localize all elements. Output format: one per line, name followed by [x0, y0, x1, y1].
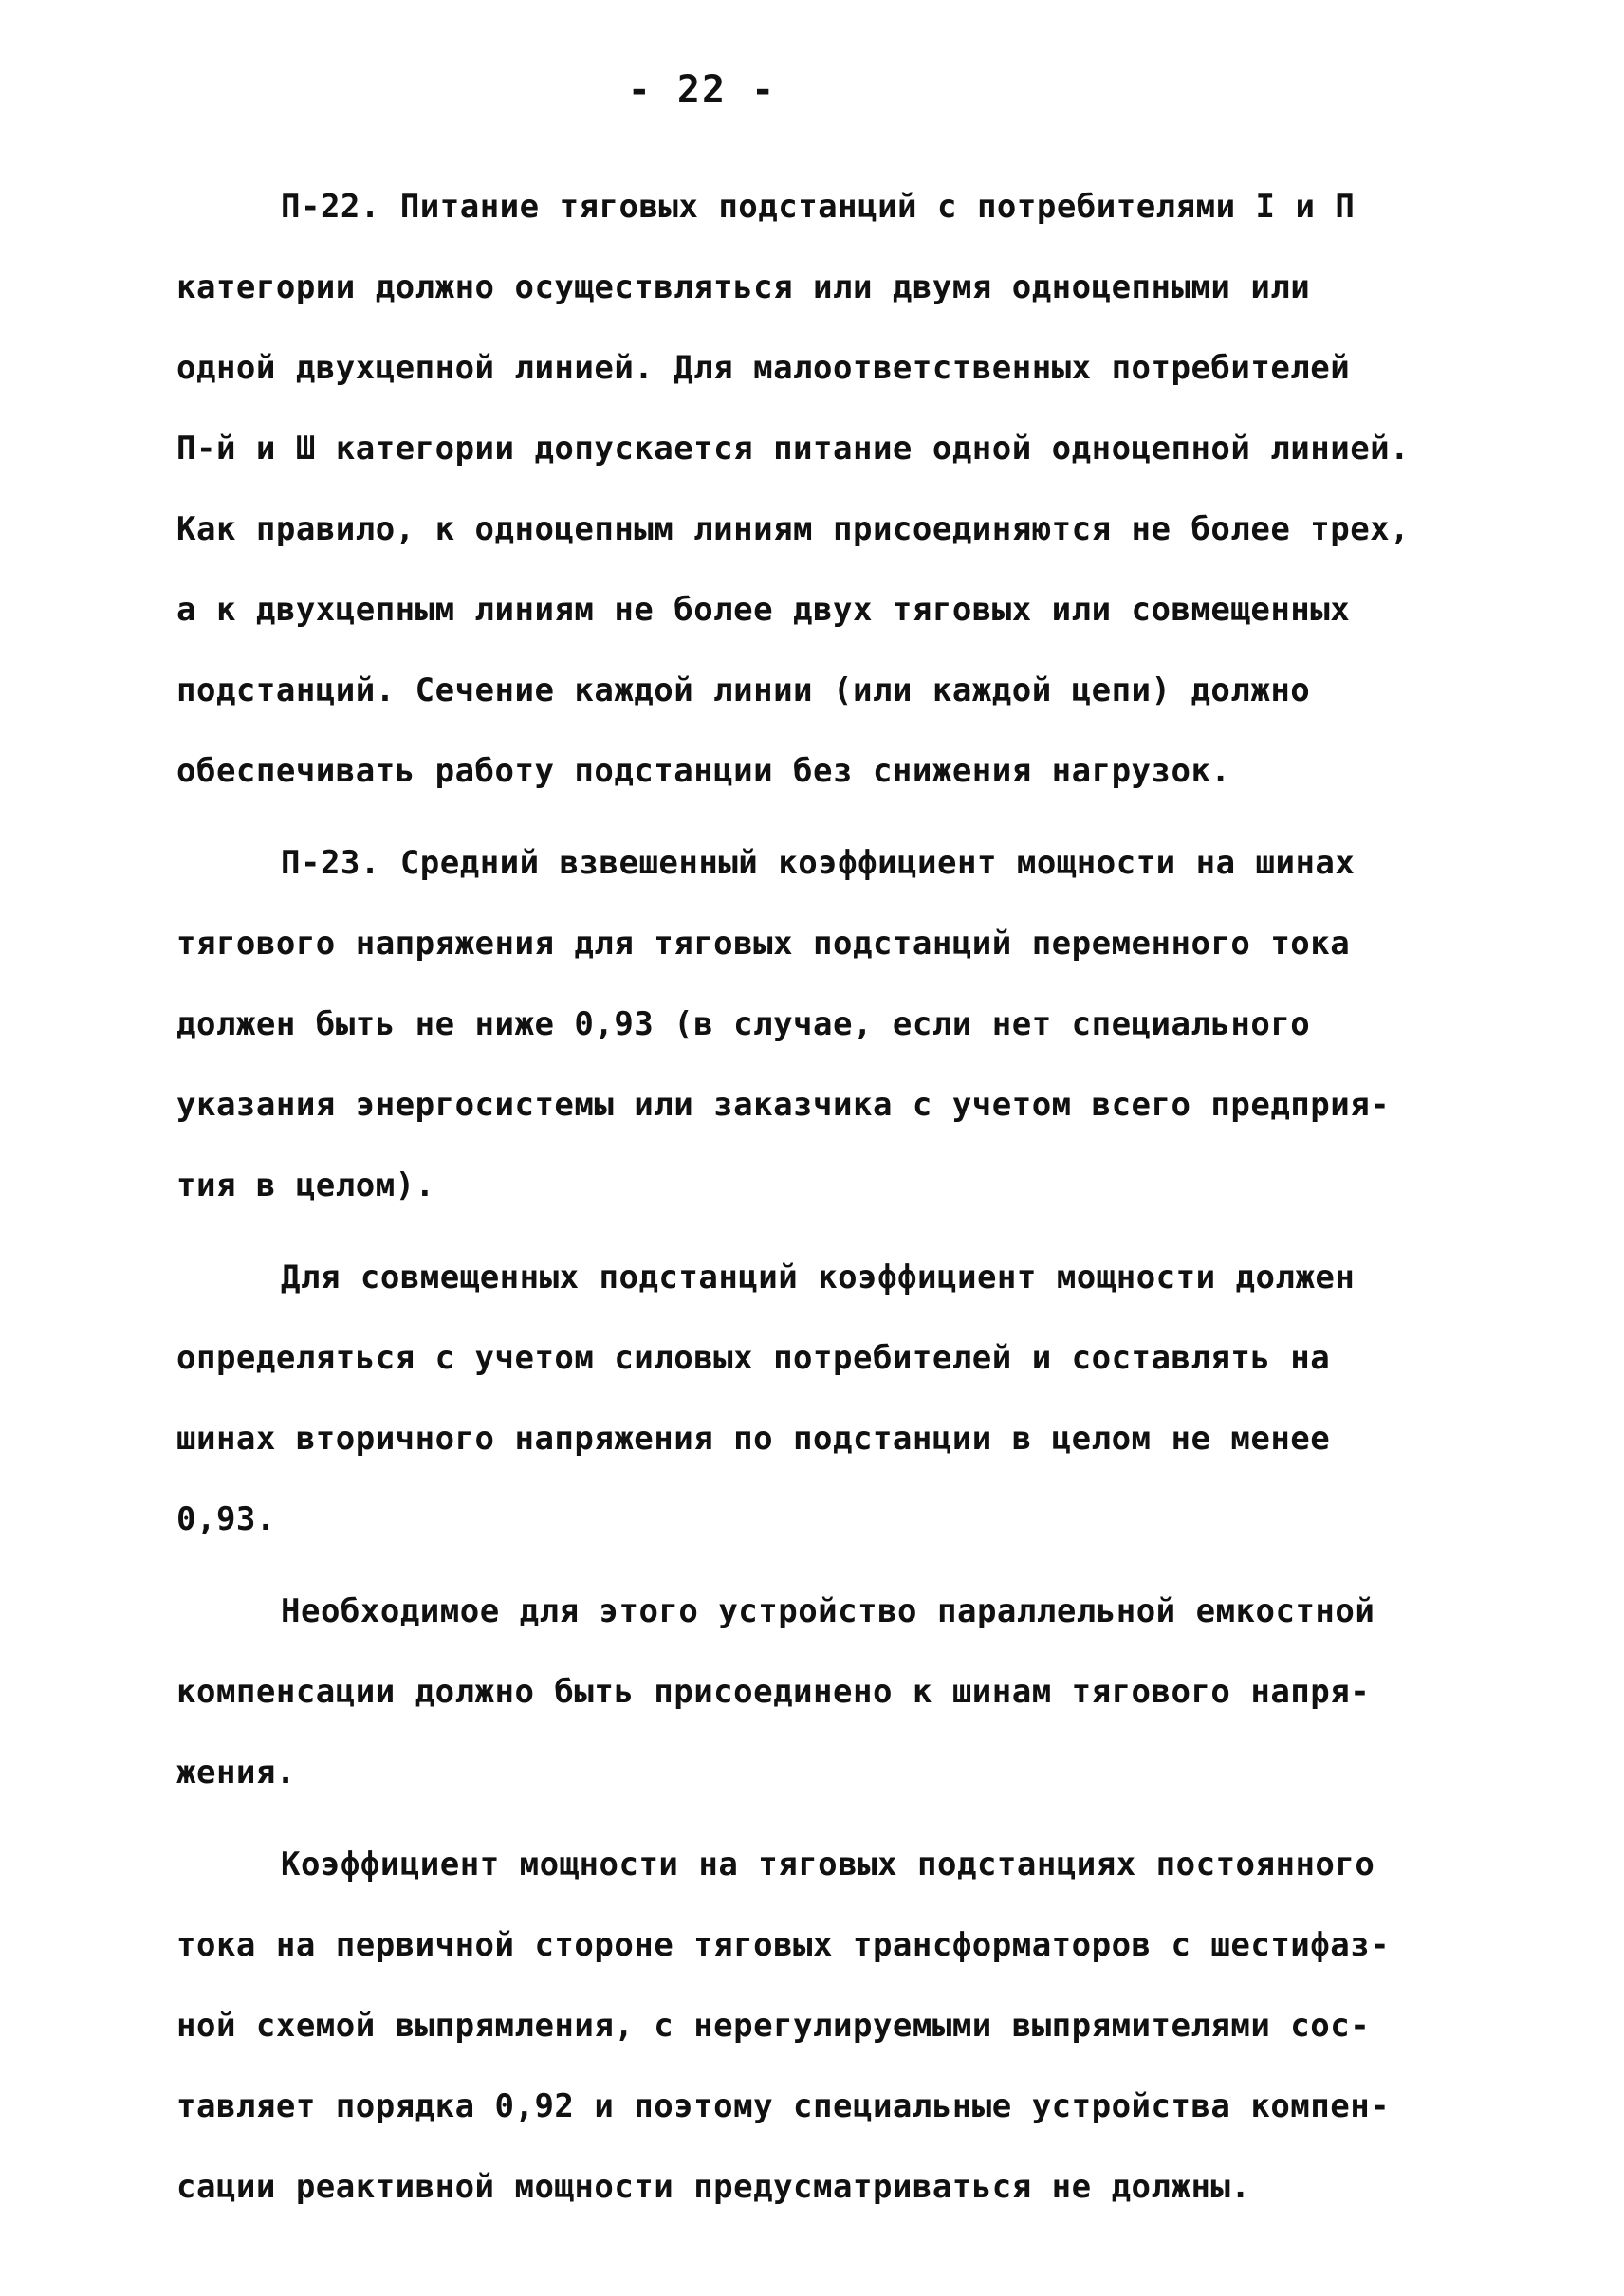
text-line: определяться с учетом силовых потребителей и составлять на: [176, 1339, 1331, 1377]
text-line: Как правило, к одноцепным линиям присоединяются не более трех,: [176, 510, 1411, 548]
page-number: - 22 -: [627, 68, 777, 112]
text-line: подстанций. Сечение каждой линии (или каждой цепи) должно: [176, 671, 1311, 709]
text-line: указания энергосистемы или заказчика с учетом всего предприя-: [176, 1086, 1391, 1124]
text-line: шинах вторичного напряжения по подстанции в целом не менее: [176, 1420, 1331, 1458]
text-line: Необходимое для этого устройство параллельной емкостной: [281, 1592, 1375, 1630]
text-line: тока на первичной стороне тяговых трансформаторов с шестифаз-: [176, 1926, 1391, 1964]
text-line: обеспечивать работу подстанции без снижения нагрузок.: [176, 752, 1231, 790]
text-line: П-й и Ш категории допускается питание одной одноцепной линией.: [176, 430, 1411, 468]
text-line: Для совмещенных подстанций коэффициент мощности должен: [281, 1258, 1356, 1296]
text-line: Коэффициент мощности на тяговых подстанциях постоянного: [281, 1846, 1375, 1883]
text-line: жения.: [176, 1754, 296, 1791]
text-line: тавляет порядка 0,92 и поэтому специальные устройства компен-: [176, 2087, 1391, 2125]
text-line: а к двухцепным линиям не более двух тяговых или совмещенных: [176, 591, 1351, 629]
text-line: сации реактивной мощности предусматриваться не должны.: [176, 2168, 1251, 2206]
text-line: П-22. Питание тяговых подстанций с потребителями I и П: [281, 188, 1356, 226]
text-line: должен быть не ниже 0,93 (в случае, если нет специального: [176, 1005, 1311, 1043]
text-line: одной двухцепной линией. Для малоответственных потребителей: [176, 349, 1351, 387]
text-line: тия в целом).: [176, 1166, 435, 1204]
text-line: 0,93.: [176, 1500, 276, 1538]
text-line: категории должно осуществляться или двумя одноцепными или: [176, 268, 1311, 306]
text-line: ной схемой выпрямления, с нерегулируемыми выпрямителями сос-: [176, 2007, 1371, 2045]
text-line: компенсации должно быть присоединено к шинам тягового напря-: [176, 1673, 1371, 1711]
text-line: тягового напряжения для тяговых подстанций переменного тока: [176, 925, 1351, 963]
text-line: П-23. Средний взвешенный коэффициент мощности на шинах: [281, 844, 1356, 882]
